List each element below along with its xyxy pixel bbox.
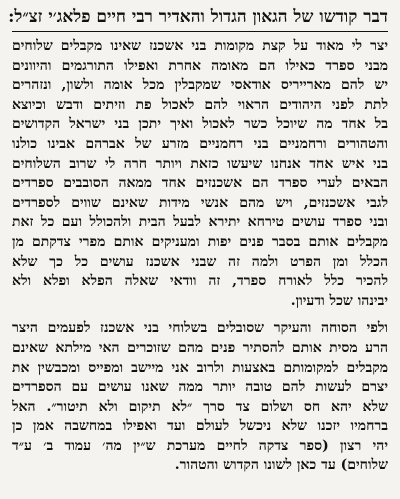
document-header: דבר קודשו של הגאון הגדול והאדיר רבי חיים פלאג׳י זצ״ל: [8, 7, 388, 27]
text-line: שלא יהא חס ושלום צד סרך ״לא תיקום ולא תיטור״. האל [12, 398, 388, 415]
text-line: ולפי הסוחה והעיקר שסובלים בשלוחי בני אשכנז לפעמים היצר [12, 320, 388, 337]
paragraph-gap [12, 311, 388, 319]
text-line: מקבלים אותם בסבר פנים יפות ומעניקים אותם מפרי צדקתם מן [12, 233, 388, 250]
header-divider [12, 31, 388, 32]
text-line: שלוחים) עד כאן לשונו הקדוש והטהור. [174, 457, 388, 474]
text-line: לגבי אשכנזים, ויש מהם אנשי מידות שאינם שווים לספרדים [12, 194, 388, 211]
text-line: ובני ספרד עושים טירחא יתירא לבעל הבית ולהכולל ועם כל זאת [12, 214, 388, 231]
paragraph-1 [12, 37, 388, 311]
paragraph-2 [12, 319, 388, 476]
text-line: לתת לפני היהודים הראוי להם לאכול פת וזיתים ודבש וכיוצא [12, 96, 388, 113]
text-line: יצרם לעשות להם טובה יותר ממה שאנו עושים עם הספרדים [12, 379, 388, 396]
text-line: להכיר כלל לאורח ספרד, זה וודאי שאלה הפלא ופלא ולא [12, 273, 388, 290]
text-line: הרע מסית אותם להסתיר פנים מהם שזוכרים האי מילתא שאינם [12, 339, 388, 356]
text-line: יש להם מארייריס אודאסי שמקבלין מכל אומה ולשון, ונזהרים [12, 77, 388, 94]
text-line: מבני ספרד כאילו הם מאומה אחרת ואפילו התורגמים והיוונים [12, 57, 388, 74]
text-line: יהי רצון (ספר צדקה לחיים מערכת ש״ין מה׳ עמוד ב׳ ע״ד [12, 437, 388, 454]
text-line: בני איש אחד אנחנו שיעשו כזאת ויותר חרה לי שרוב השלוחים [12, 155, 388, 172]
text-line: יבינהו שכל ודעיון. [290, 292, 388, 309]
text-line: יצר לי מאוד על קצת מקומות בני אשכנז שאינו מקבלים שלוחים [12, 38, 388, 54]
text-line: מקבלים למקומותם באצעות ולרוב אני מיישב ומפייס ומכבשין את [12, 359, 388, 376]
text-line: הכלל ומן הפרט ולמה זה שבני אשכנז עושים כל כך שלא [12, 253, 388, 270]
text-line: בל אחד מה שיוכל כשר לאכול ואיך יתכן בני ישראל הקדושים [12, 116, 388, 133]
text-line: והטהורים ורחמניים בני רחמניים מזרע של אברהם אבינו כולנו [12, 135, 388, 152]
text-line: ברחמיו יזכנו שלא ניכשל לעולם ועד ואפילו במחשבה אמן כן [12, 418, 388, 435]
text-line: הבאים לערי ספרד הם אשכנזים אחד ממאה הסובבים ספרדים [12, 175, 388, 192]
